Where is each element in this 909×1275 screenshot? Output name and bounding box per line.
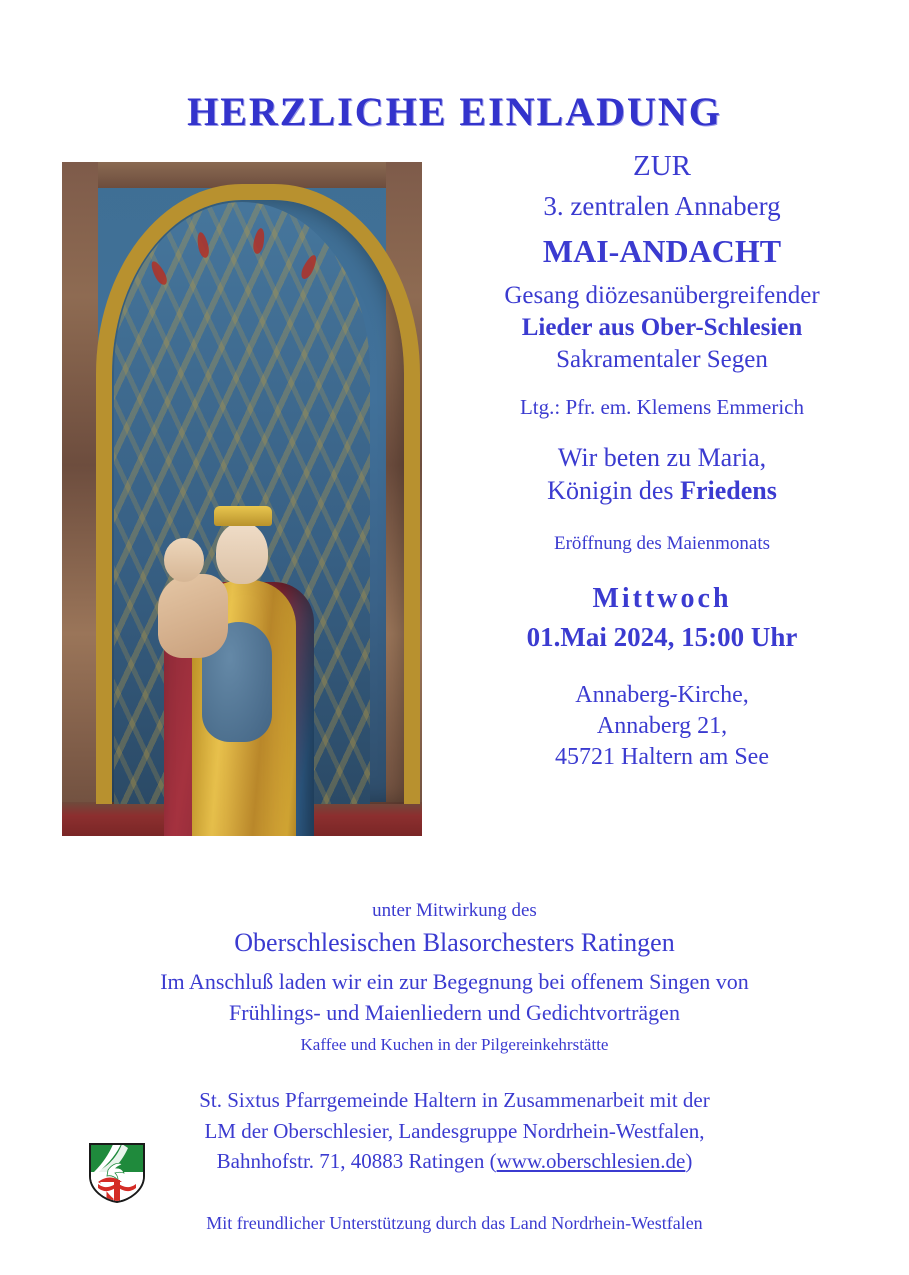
line-lieder: Lieder aus Ober-Schlesien bbox=[521, 313, 803, 341]
organizer-address-suffix: ) bbox=[685, 1149, 693, 1174]
venue-line-3: 45721 Haltern am See bbox=[555, 743, 769, 770]
prayer-line-2-prefix: Königin des bbox=[547, 476, 681, 506]
christ-child-body bbox=[158, 574, 228, 658]
line-event-number: 3. zentralen Annaberg bbox=[543, 191, 781, 222]
prayer-line-2-bold: Friedens bbox=[680, 476, 777, 506]
organizer-line-1: St. Sixtus Pfarrgemeinde Haltern in Zusammenarbeit mit der bbox=[199, 1088, 710, 1113]
leaf-ornament bbox=[252, 227, 266, 254]
line-gesang: Gesang diözesanübergreifender bbox=[504, 281, 820, 309]
weekday: Mittwoch bbox=[592, 582, 732, 614]
orchestra-name: Oberschlesischen Blasorchesters Ratingen bbox=[234, 928, 675, 957]
wall-left bbox=[62, 162, 98, 836]
venue-line-1: Annaberg-Kirche, bbox=[575, 682, 749, 709]
coffee-note: Kaffee und Kuchen in der Pilgereinkehrstätte bbox=[300, 1035, 609, 1055]
organizer-line-2: LM der Oberschlesier, Landesgruppe Nordrhein-Westfalen, bbox=[204, 1118, 705, 1143]
crown bbox=[214, 506, 272, 526]
madonna-figure bbox=[158, 462, 338, 836]
page-title: HERZLICHE EINLADUNG bbox=[187, 89, 722, 134]
madonna-head bbox=[216, 522, 268, 584]
date-time: 01.Mai 2024, 15:00 Uhr bbox=[526, 621, 798, 652]
madonna-statue-image bbox=[62, 162, 422, 836]
statue-background bbox=[62, 162, 422, 836]
support-note: Mit freundlicher Unterstützung durch das Land Nordrhein-Westfalen bbox=[206, 1212, 703, 1233]
event-title: MAI-ANDACHT bbox=[542, 232, 782, 269]
prayer-line-2 bbox=[436, 476, 888, 505]
website-link[interactable]: www.oberschlesien.de bbox=[496, 1149, 686, 1174]
organizer-address-prefix: Bahnhofstr. 71, 40883 Ratingen ( bbox=[216, 1149, 497, 1174]
line-zur: ZUR bbox=[633, 150, 691, 182]
prayer-line-1: Wir beten zu Maria, bbox=[557, 443, 767, 473]
after-program-line-2: Frühlings- und Maienliedern und Gedichtvorträgen bbox=[229, 999, 680, 1025]
line-sakramentaler: Sakramentaler Segen bbox=[556, 345, 768, 373]
event-details bbox=[436, 146, 888, 771]
line-opening: Eröffnung des Maienmonats bbox=[554, 533, 770, 555]
participation-intro: unter Mitwirkung des bbox=[372, 900, 537, 921]
venue-line-2: Annaberg 21, bbox=[596, 713, 728, 739]
line-leitung: Ltg.: Pfr. em. Klemens Emmerich bbox=[519, 394, 805, 419]
leaf-ornament bbox=[299, 253, 319, 281]
leaf-ornament bbox=[195, 231, 210, 259]
leaf-ornament bbox=[148, 259, 169, 287]
christ-child-head bbox=[164, 538, 204, 582]
after-program-line-1: Im Anschluß laden wir ein zur Begegnung bei offenem Singen von bbox=[160, 969, 749, 994]
nrw-coat-of-arms-icon bbox=[88, 1142, 146, 1204]
